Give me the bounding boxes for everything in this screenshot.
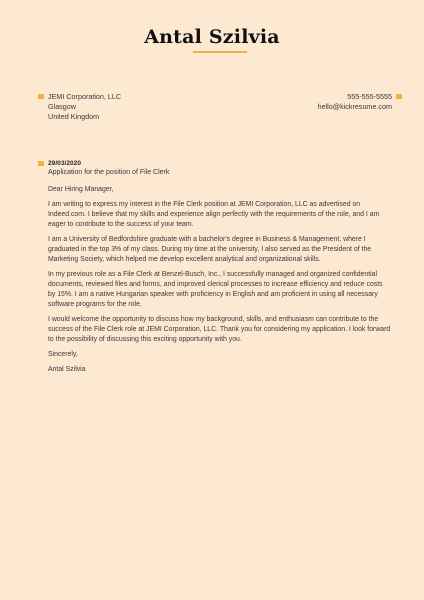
date-marker xyxy=(38,161,44,166)
text-line: graduated in the top 3% of my class. During my time at the university, I also served as the President of the xyxy=(48,246,372,253)
text-line: In my previous role as a File Clerk at Benzel-Busch, Inc., I successfully managed and organized confidential xyxy=(48,271,378,278)
sender-company: JEMI Corporation, LLC xyxy=(48,92,122,101)
paragraph-experience xyxy=(48,270,394,310)
greeting: Dear Hiring Manager, xyxy=(48,186,114,193)
letter-date: 29/03/2020 xyxy=(48,160,82,167)
text-line: software programs for the role. xyxy=(48,301,142,308)
name-underline xyxy=(193,51,247,53)
paragraph-closing xyxy=(48,315,394,345)
email-address: hello@kickresume.com xyxy=(317,102,392,111)
text-line: to the possibility of discussing this exciting opportunity with you. xyxy=(48,336,242,343)
applicant-name: Antal Szilvia xyxy=(144,26,280,48)
closing: Sincerely, xyxy=(48,351,78,358)
text-line: Marketing Society, which helped me develop excellent analytical and organizational skills. xyxy=(48,256,321,263)
text-line: documents, reviewed files and forms, and improved clerical processes to increase efficiency and reduce costs xyxy=(48,281,383,288)
signature: Antal Szilvia xyxy=(48,366,86,373)
contact-info xyxy=(318,92,392,112)
phone-number: 555-555-5555 xyxy=(347,92,392,101)
text-line: by 15%. I am a native Hungarian speaker with proficiency in English and am proficient in using all necessary xyxy=(48,291,378,298)
letter-body xyxy=(48,185,394,380)
text-line: I am writing to express my interest in the File Clerk position at JEMI Corporation, LLC as advertised on xyxy=(48,201,361,208)
sender-country: United Kingdom xyxy=(48,112,100,121)
sender-address xyxy=(48,92,121,122)
text-line: Indeed.com. I believe that my skills and experience align perfectly with the requirements of the role, and I am xyxy=(48,211,380,218)
sender-city: Glasgow xyxy=(48,102,76,111)
text-line: success of the File Clerk role at JEMI Corporation, LLC. Thank you for considering my application. I look forward xyxy=(48,326,391,333)
letter-subject: Application for the position of File Clerk xyxy=(48,169,170,176)
text-line: I am a University of Bedfordshire graduate with a bachelor's degree in Business & Management, where I xyxy=(48,236,366,243)
text-line: I would welcome the opportunity to discuss how my background, skills, and enthusiasm can contribute to the xyxy=(48,316,379,323)
paragraph-education xyxy=(48,235,394,265)
contact-marker xyxy=(396,94,402,99)
text-line: eager to contribute to the success of your team. xyxy=(48,221,194,228)
paragraph-intro xyxy=(48,200,394,230)
sender-marker xyxy=(38,94,44,99)
